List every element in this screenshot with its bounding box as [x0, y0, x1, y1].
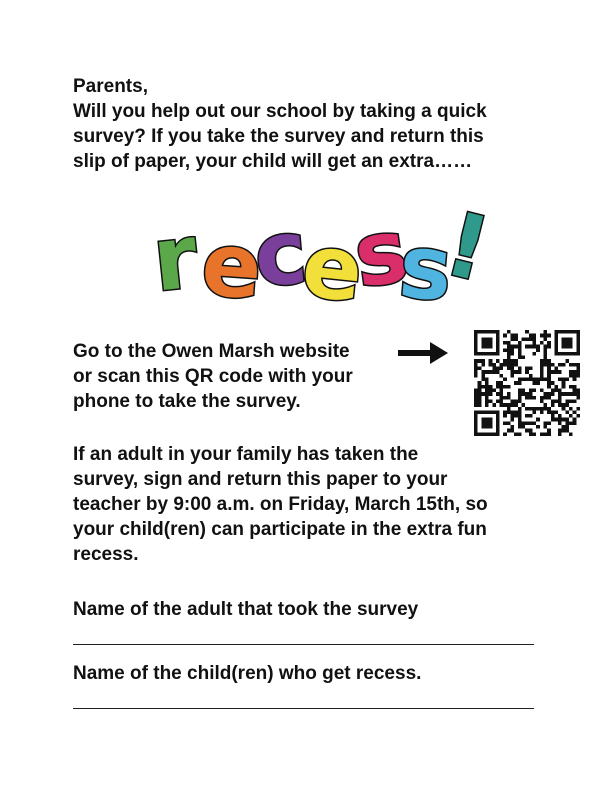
logo-letter: s — [395, 214, 457, 322]
instruction-line: If an adult in your family has taken the — [73, 444, 419, 465]
intro-line: Will you help out our school by taking a quick — [73, 101, 487, 122]
instruction-line: recess. — [73, 544, 139, 565]
intro-line: slip of paper, your child will get an extra…… — [73, 151, 473, 172]
logo-letter: s — [347, 198, 415, 308]
logo-letter: c — [250, 199, 312, 308]
intro-line: survey? If you take the survey and return this — [73, 126, 484, 147]
intro-paragraph — [73, 74, 543, 174]
logo-letter: e — [297, 213, 368, 323]
instruction-line: teacher by 9:00 a.m. on Friday, March 15th, so — [73, 494, 488, 515]
qr-code-icon[interactable] — [474, 330, 580, 436]
arrow-right-icon — [398, 342, 448, 364]
instruction-line: survey, sign and return this paper to your — [73, 469, 448, 490]
logo-letter: e — [198, 212, 266, 320]
adult-name-label: Name of the adult that took the survey — [73, 599, 419, 620]
adult-name-line[interactable] — [73, 644, 534, 645]
qr-line: Go to the Owen Marsh website — [73, 341, 350, 362]
instruction-line: your child(ren) can participate in the extra fun — [73, 519, 487, 540]
child-name-label: Name of the child(ren) who get recess. — [73, 663, 422, 684]
qr-line: phone to take the survey. — [73, 391, 301, 412]
child-name-line[interactable] — [73, 708, 534, 709]
return-instructions — [73, 442, 553, 567]
qr-line: or scan this QR code with your — [73, 366, 353, 387]
qr-instructions — [73, 339, 403, 414]
greeting: Parents, — [73, 76, 148, 97]
logo-letter: ! — [435, 192, 500, 302]
logo-letter: r — [148, 204, 203, 312]
recess-logo — [148, 192, 500, 323]
